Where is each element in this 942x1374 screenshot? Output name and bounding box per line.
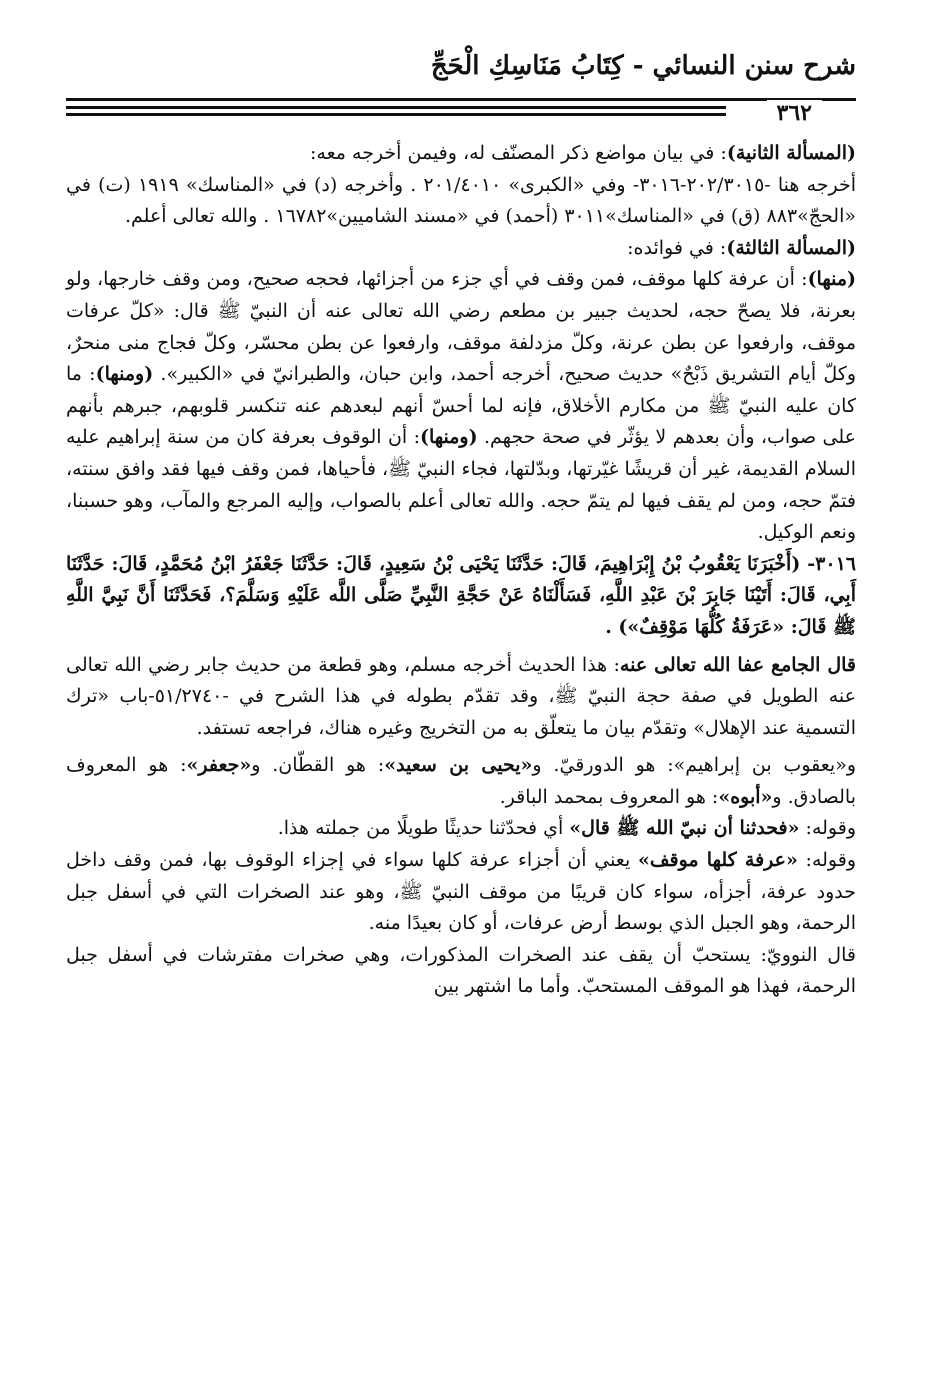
narrator-jafar: «جعفر» [186, 754, 252, 777]
paragraph-issue-three [66, 233, 856, 265]
page-number-rule-bottom [66, 113, 726, 116]
paragraph-narrators [66, 750, 856, 813]
paragraph-nawawi [66, 940, 856, 1003]
narrator-yahya: «يحيى بن سعيد» [384, 754, 533, 777]
issue-two-label: (المسألة الثانية) [726, 142, 856, 164]
benefit-lead-1: (منها) [807, 268, 856, 291]
statement-one-quote: «فحدثنا أن نبيّ الله ﷺ قال» [569, 817, 800, 840]
statement-one-text-2: أي فحدّثنا حديثًا طويلًا من جملته هذا. [277, 817, 570, 840]
paragraph-statement-one [66, 813, 856, 845]
statement-one-text-1: وقوله: [799, 817, 856, 840]
compiler-text: : هذا الحديث أخرجه مسلم، وهو قطعة من حديث جابر رضي الله تعالى عنه الطويل في صفة حجة النبيّ ﷺ، وقد تقدّم بطوله في هذا الشرح في -٥١/٢٧٤٠-باب «ترك التسمية عند الإهلال» وتقدّم بيان ما يتعلّق به من التخريج وغيره هناك، فراجعه تستفد. [66, 653, 856, 739]
narrators-text-2: : هو القطّان. و [251, 754, 385, 777]
statement-two-text-2: يعني أن أجزاء عرفة كلها سواء في إجزاء الوقوف بها، فمن وقف داخل حدود عرفة، أجزأه، سواء كان قريبًا من موقف النبيّ ﷺ، وهو عند الصخرات التي في أسفل جبل الرحمة، وهو الجبل الذي بوسط أرض عرفات، أو كان بعيدًا منه. [66, 849, 856, 935]
page-number-rule-top [66, 106, 726, 109]
nawawi-text: قال النوويّ: يستحبّ أن يقف عند الصخرات المذكورات، وهي صخرات مفترشات في أسفل جبل الرحمة، فهذا هو الموقف المستحبّ. وأما ما اشتهر بين [66, 943, 856, 998]
paragraph-takhrij [66, 170, 856, 233]
narrator-father: «أبوه» [718, 785, 773, 808]
paragraph-statement-two [66, 845, 856, 940]
book-title: شرح سنن النسائي - كِتَابُ مَنَاسِكِ الْحَجِّ [430, 51, 856, 81]
narrators-text-3: : هو المعروف بالصادق. و [66, 754, 856, 808]
statement-two-quote: «عرفة كلها موقف» [637, 849, 798, 872]
benefit-text-1: : أن عرفة كلها موقف، فمن وقف في أي جزء من أجزائها، فحجه صحيح، ومن وقف خارجها، ولو بعرنة، فلا يصحّ حجه، لحديث جبير بن مطعم رضي الله تعالى عنه أن النبيّ ﷺ قال: «كلّ عرفات موقف، وارفعوا عن بطن عرنة، وكلّ مزدلفة موقف، وارفعوا عن بطن محسّر، وكلّ فجاج منى منحرٌ، وكلّ أيام التشريق ذَبْحٌ» حديث صحيح، أخرجه أحمد، وابن حبان، والطبرانيّ في «الكبير». [66, 268, 856, 386]
paragraph-benefits [66, 264, 856, 548]
compiler-label: قال الجامع عفا الله تعالى عنه [619, 653, 857, 676]
issue-two-text: : في بيان مواضع ذكر المصنّف له، وفيمن أخرجه معه: [310, 142, 727, 164]
issue-three-text: : في فوائده: [627, 236, 727, 259]
page-number-row [66, 100, 856, 126]
takhrij-text: أخرجه هنا -٢٠٢/٣٠١٥-٣٠١٦- وفي «الكبرى» ٢٠١/٤٠١٠ . وأخرجه (د) في «المناسك» ١٩١٩ (ت) في «الحجّ»٨٨٣ (ق) في «المناسك»٣٠١١ (أحمد) في «مسند الشاميين»١٦٧٨٢ . والله تعالى أعلم. [66, 173, 857, 228]
narrators-text-1: و«يعقوب بن إبراهيم»: هو الدورقيّ. و [532, 754, 856, 777]
benefit-lead-3: (ومنها) [419, 426, 478, 449]
benefit-lead-2: (ومنها) [95, 363, 154, 386]
issue-three-label: (المسألة الثالثة) [726, 236, 856, 259]
statement-two-text-1: وقوله: [797, 849, 857, 872]
hadith-text: ٣٠١٦- (أَخْبَرَنَا يَعْقُوبُ بْنُ إِبْرَاهِيمَ، قَالَ: حَدَّثَنَا يَحْيَى بْنُ سَعِيدٍ، قَالَ: حَدَّثَنَا جَعْفَرُ ابْنُ مُحَمَّدٍ، قَالَ: حَدَّثَنَا أَبِي، قَالَ: أَتَيْنَا جَابِرَ بْنَ عَبْدِ اللَّهِ، فَسَأَلْنَاهُ عَنْ حَجَّةِ النَّبِيِّ صَلَّى اللَّه عَلَيْهِ وَسَلَّمَ؟، فَحَدَّثَنَا أَنَّ نَبِيَّ اللَّهِ ﷺ قَالَ: «عَرَفَةُ كُلُّهَا مَوْقِفٌ») . [66, 552, 856, 638]
benefit-text-3: : أن الوقوف بعرفة كان من سنة إبراهيم عليه السلام القديمة، غير أن قريشًا غيّرتها، وبدّلتها، فجاء النبيّ ﷺ، فأحياها، فمن وقف فيها فقد وافق سنته، فتمّ حجه، ومن لم يقف فيها لم يتمّ حجه. والله تعالى أعلم بالصواب، وإليه المرجع والمآب، وهو حسبنا، ونعم الوكيل. [66, 426, 856, 544]
page-body [66, 138, 856, 1003]
page-number: ٣٦٢ [767, 100, 822, 126]
paragraph-issue-two [66, 138, 856, 170]
running-header [66, 46, 856, 98]
benefit-text-2: : ما كان عليه النبيّ ﷺ من مكارم الأخلاق، فإنه لما أحسّ أنهم لبعدهم عنه تنكسر قلوبهم، جبرهم بأنهم على صواب، وأن بعدهم لا يؤثّر في صحة حجهم. [66, 363, 856, 449]
paragraph-compiler-note [66, 650, 856, 745]
narrators-text-4: : هو المعروف بمحمد الباقر. [499, 785, 719, 808]
